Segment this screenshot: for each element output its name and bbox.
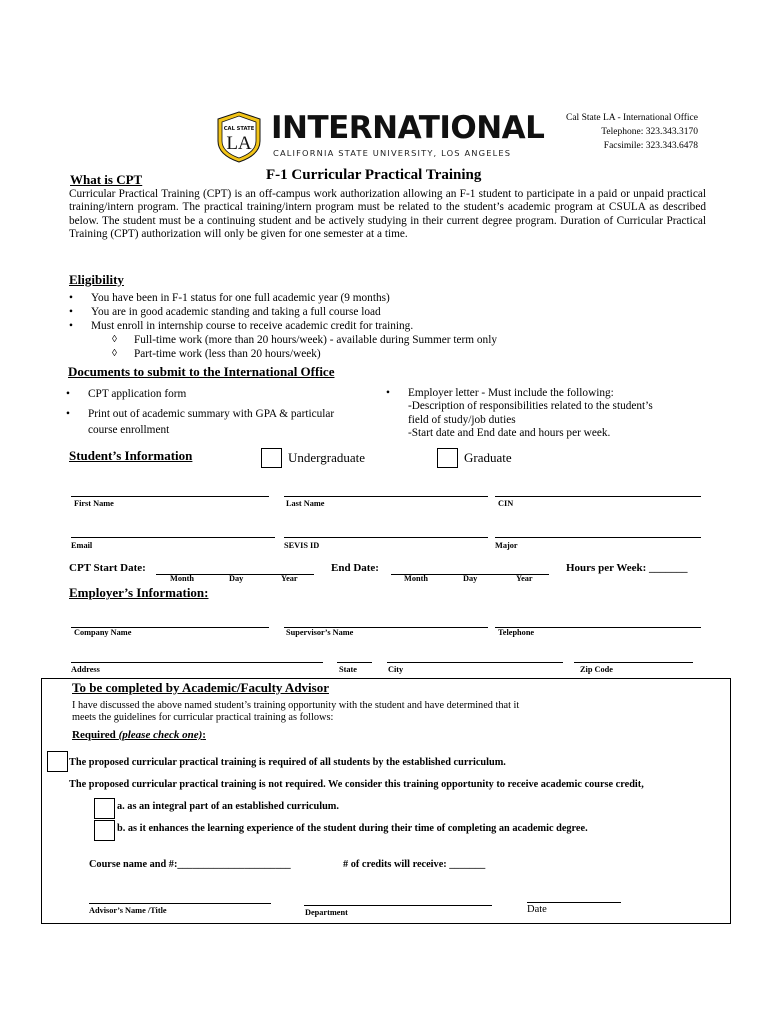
employer-letter-line: field of study/job duties [408, 413, 516, 426]
email-label: Email [71, 541, 93, 550]
option-a-text: a. as an integral part of an established curriculum. [117, 801, 339, 812]
advisor-intro [72, 700, 519, 724]
list-item: • You have been in F-1 status for one full academic year (9 months) [69, 291, 669, 305]
employer-telephone-label: Telephone [498, 628, 535, 637]
zip-code-field[interactable] [574, 662, 693, 663]
address-field[interactable] [71, 662, 323, 663]
course-name-field[interactable]: Course name and #:______________________ [89, 859, 291, 870]
documents-heading: Documents to submit to the International Office [68, 364, 335, 379]
option-b-text: b. as it enhances the learning experience of the student during their time of completing an academic degree. [117, 823, 588, 834]
advisor-intro-line: I have discussed the above named student’s training opportunity with the student and have determined that it [72, 700, 520, 711]
required-colon: : [202, 729, 206, 741]
logo-wordmark: INTERNATIONAL [271, 110, 545, 146]
form-title: F-1 Curricular Practical Training [266, 167, 482, 183]
list-item: • You are in good academic standing and taking a full course load [69, 305, 669, 319]
credits-field[interactable]: # of credits will receive: _______ [343, 859, 486, 870]
office-contact [566, 111, 698, 153]
sevis-id-field[interactable] [284, 537, 488, 538]
list-item: • Print out of academic summary with GPA & particular course enrollment [66, 406, 336, 438]
supervisor-name-label: Supervisor’s Name [286, 628, 354, 637]
office-name: Cal State LA - International Office [566, 113, 698, 123]
last-name-label: Last Name [286, 499, 325, 508]
state-label: State [339, 665, 357, 674]
employer-letter-line: -Description of responsibilities related to the student’s [408, 400, 653, 412]
office-facsimile: Facsimile: 323.343.6478 [603, 141, 698, 151]
option-required-text: The proposed curricular practical training is required of all students by the established curriculum. [69, 757, 506, 768]
list-item: • Must enroll in internship course to receive academic credit for training. [69, 319, 669, 333]
major-field[interactable] [495, 537, 701, 538]
option-b-checkbox[interactable] [94, 820, 115, 841]
option-a-checkbox[interactable] [94, 798, 115, 819]
first-name-field[interactable] [71, 496, 269, 497]
company-name-label: Company Name [74, 628, 132, 637]
required-checkbox[interactable] [47, 751, 68, 772]
first-name-label: First Name [74, 499, 114, 508]
cin-field[interactable] [495, 496, 701, 497]
what-is-cpt-body: Curricular Practical Training (CPT) is an off-campus work authorization allowing an F-1 student to participate in a paid or unpaid practical training/intern program. The practical training/intern program must be related to the student’s academic program at CSULA as described below. The student must be a continuing student and be actively studying in their current degree program. Duration of Curricular Practical Training (CPT) authorization will only be given for one semester at a time. [69, 188, 706, 240]
required-label-text: Required [72, 729, 119, 741]
student-info-heading: Student’s Information [69, 448, 193, 463]
required-label [72, 729, 206, 741]
logo-badge-main-text: LA [226, 133, 252, 154]
graduate-checkbox[interactable] [437, 448, 458, 468]
graduate-label: Graduate [464, 450, 512, 465]
sevis-id-label: SEVIS ID [284, 541, 320, 550]
last-name-field[interactable] [284, 496, 488, 497]
hours-per-week-field[interactable]: Hours per Week: _______ [566, 562, 688, 574]
eligibility-sub-list [112, 333, 672, 361]
shield-icon [216, 111, 262, 163]
eligibility-list [69, 291, 669, 333]
department-field[interactable] [304, 905, 492, 906]
start-day-label: Day [229, 574, 244, 583]
undergraduate-checkbox[interactable] [261, 448, 282, 468]
email-field[interactable] [71, 537, 275, 538]
employer-letter-details [408, 400, 653, 441]
undergraduate-label: Undergraduate [288, 450, 366, 465]
end-day-label: Day [463, 574, 478, 583]
documents-left-list [66, 386, 336, 438]
eligibility-heading: Eligibility [69, 272, 124, 287]
required-hint: (please check one) [118, 729, 203, 741]
employer-letter-line: -Start date and End date and hours per week. [408, 427, 611, 439]
city-field[interactable] [387, 662, 563, 663]
advisor-name-label: Advisor’s Name /Title [89, 906, 167, 915]
end-month-label: Month [404, 574, 428, 583]
start-month-label: Month [170, 574, 194, 583]
address-label: Address [71, 665, 100, 674]
date-field[interactable] [527, 902, 621, 903]
cin-label: CIN [498, 499, 514, 508]
date-label: Date [527, 904, 547, 915]
what-is-cpt-heading: What is CPT [70, 172, 143, 187]
list-item: ◊ Full-time work (more than 20 hours/week) - available during Summer term only [112, 333, 672, 347]
major-label: Major [495, 541, 518, 550]
advisor-heading: To be completed by Academic/Faculty Advisor [72, 680, 329, 695]
logo-subtitle: CALIFORNIA STATE UNIVERSITY, LOS ANGELES [273, 148, 512, 158]
city-label: City [388, 665, 404, 674]
advisor-intro-line: meets the guidelines for curricular practical training as follows: [72, 712, 334, 723]
documents-right-list [386, 386, 716, 400]
end-date-label: End Date: [331, 562, 379, 574]
option-not-required-text: The proposed curricular practical training is not required. We consider this training opportunity to receive academic course credit, [69, 779, 644, 790]
department-label: Department [305, 908, 348, 917]
office-telephone: Telephone: 323.343.3170 [601, 127, 698, 137]
cpt-start-date-label: CPT Start Date: [69, 562, 146, 574]
list-item: ◊ Part-time work (less than 20 hours/week) [112, 347, 672, 361]
logo-badge-top-text: CAL STATE [223, 126, 255, 132]
state-field[interactable] [337, 662, 372, 663]
zip-code-label: Zip Code [580, 665, 613, 674]
start-year-label: Year [281, 574, 298, 583]
advisor-name-signature-field[interactable] [89, 903, 271, 904]
employer-info-heading: Employer’s Information: [69, 585, 209, 600]
list-item: • CPT application form [66, 386, 336, 402]
end-year-label: Year [516, 574, 533, 583]
cal-state-la-logo-badge [216, 111, 262, 163]
list-item: • Employer letter - Must include the following: [386, 386, 716, 400]
